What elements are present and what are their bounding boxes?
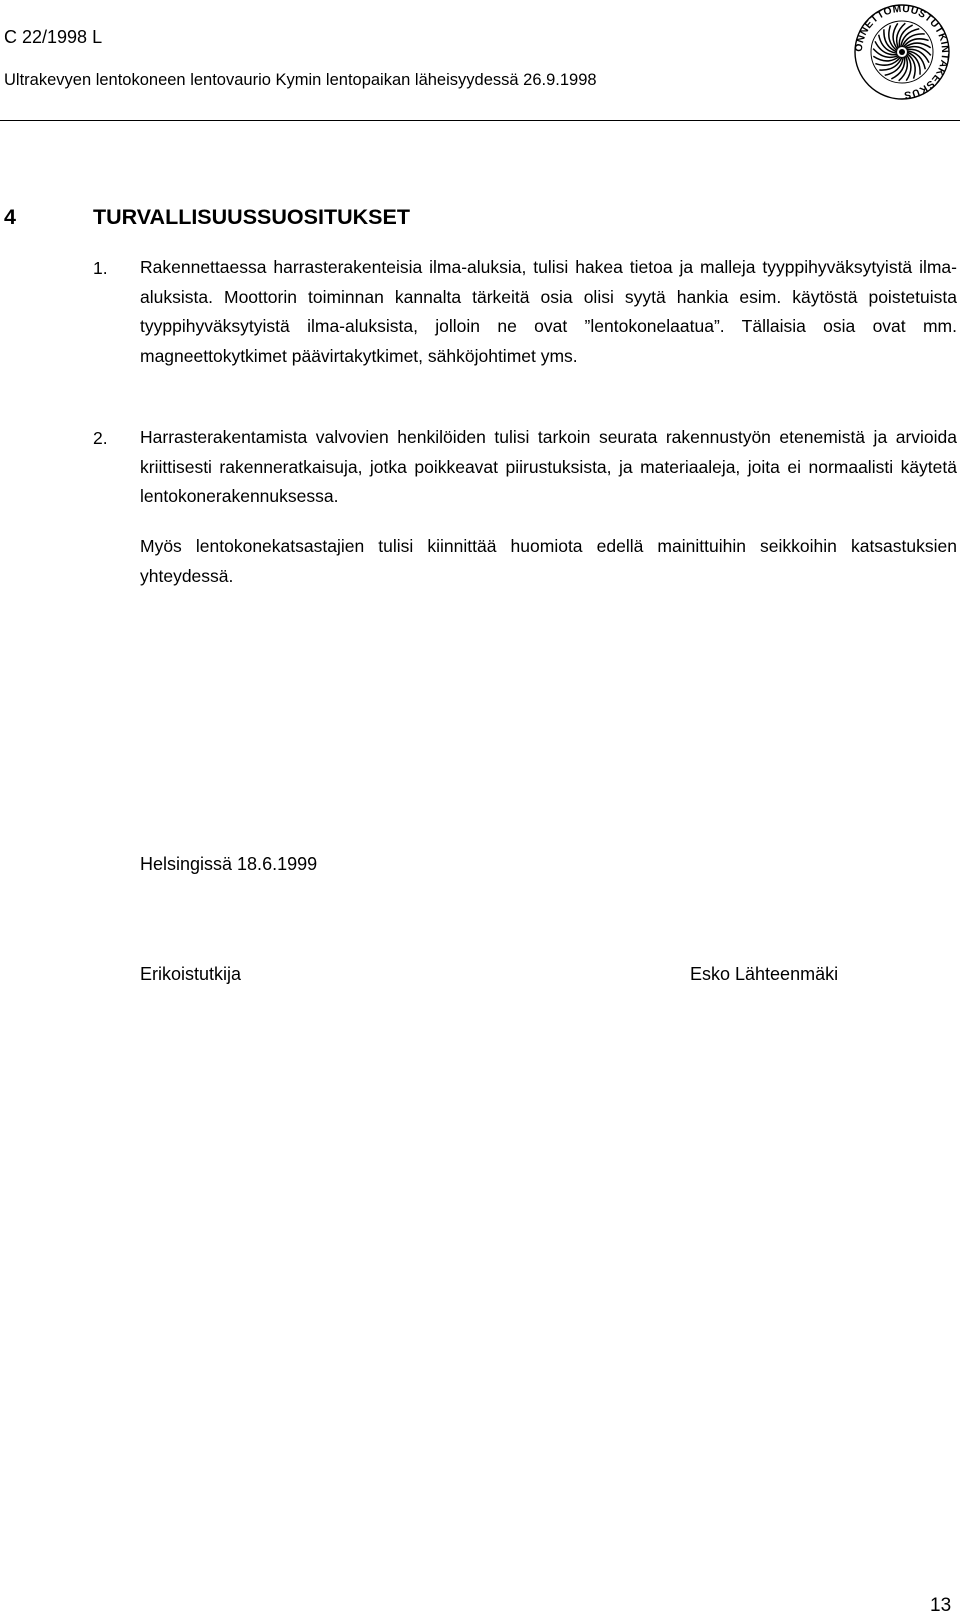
signer-role: Erikoistutkija bbox=[140, 964, 242, 984]
onnettomuustutkintakeskus-logo bbox=[852, 2, 952, 102]
section-number: 4 bbox=[4, 205, 16, 229]
header-divider bbox=[0, 120, 960, 121]
section-heading bbox=[4, 204, 410, 230]
report-code: C 22/1998 L bbox=[4, 27, 103, 47]
page-number: 13 bbox=[930, 1595, 952, 1616]
signer-name: Esko Lähteenmäki bbox=[690, 964, 839, 984]
svg-text:ONNETTOMUUSTUTKINTAKESKUS: ONNETTOMUUSTUTKINTAKESKUS bbox=[853, 3, 951, 101]
recommendation-2-number: 2. bbox=[93, 428, 108, 448]
place-and-date: Helsingissä 18.6.1999 bbox=[140, 854, 318, 874]
recommendation-2-followup: Myös lentokonekatsastajien tulisi kiinnittää huomiota edellä mainittuihin seikkoihin katsastuksien yhteydessä. bbox=[140, 536, 957, 586]
recommendation-2-text: Harrasterakentamista valvovien henkilöiden tulisi tarkoin seurata rakennustyön etenemistä ja arvioida kriittisesti rakenneratkaisuja, jotka poikkeavat piirustuksista, ja materiaaleja, joita ei normaalisti käytetä lentokonerakennuksessa. bbox=[140, 427, 957, 506]
recommendation-1-number: 1. bbox=[93, 258, 108, 278]
report-title: Ultrakevyen lentokoneen lentovaurio Kymin lentopaikan läheisyydessä 26.9.1998 bbox=[4, 71, 597, 89]
recommendation-1-text: Rakennettaessa harrasterakenteisia ilma-aluksia, tulisi hakea tietoa ja malleja tyyppihyväksytyistä ilma-aluksista. Moottorin toiminnan kannalta tärkeitä osia olisi syytä hankia esim. käytöstä poistetuista tyyppihyväksytyistä ilma-aluksista, jolloin ne ovat ”lentokonelaatua”. Tällaisia osia ovat mm. magneettokytkimet päävirtakytkimet, sähköjohtimet yms. bbox=[140, 257, 957, 366]
section-title: TURVALLISUUSSUOSITUKSET bbox=[93, 205, 410, 229]
